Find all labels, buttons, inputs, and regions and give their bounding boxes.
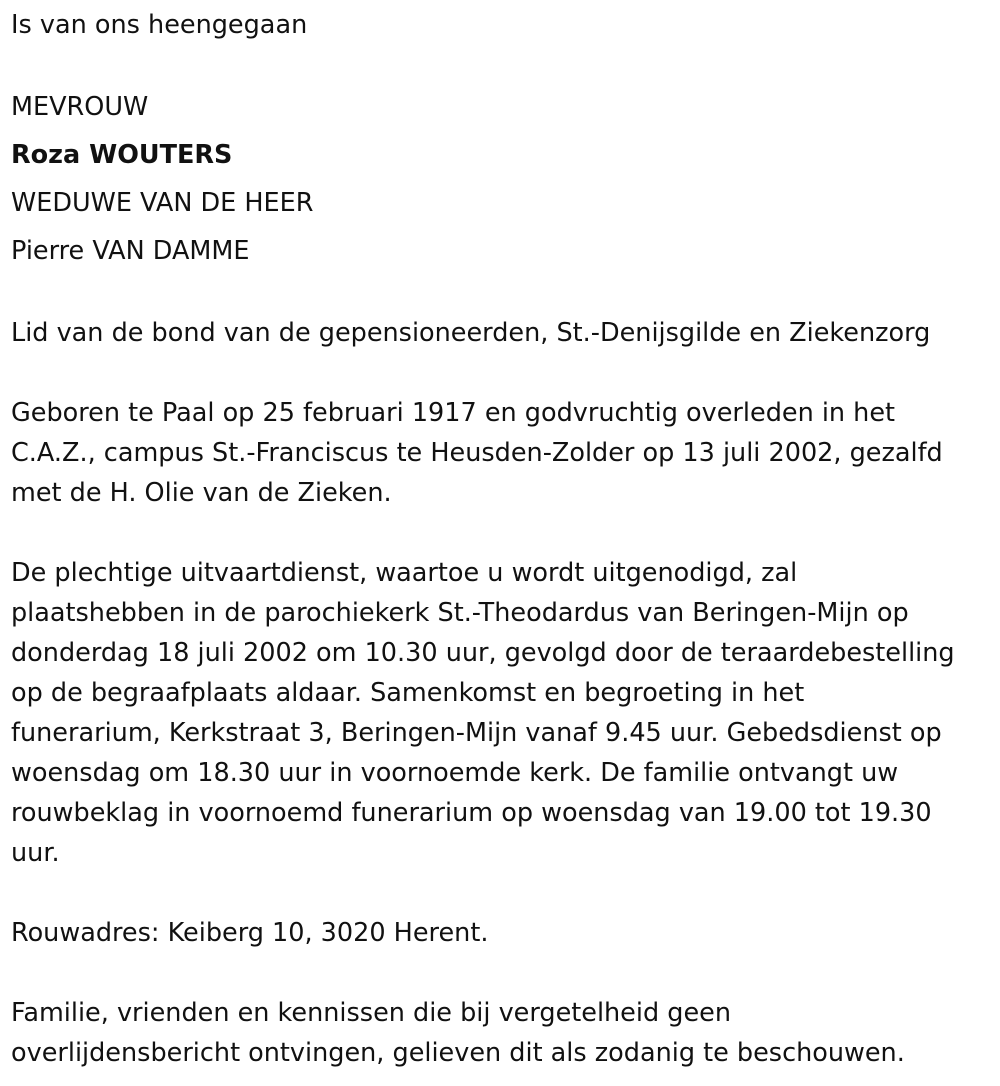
paragraph-line: C.A.Z., campus St.-Franciscus te Heusden-Zolder op 13 juli 2002, gezalfd xyxy=(11,438,943,468)
paragraph-line: De plechtige uitvaartdienst, waartoe u wordt uitgenodigd, zal xyxy=(11,558,798,588)
paragraph-line: op de begraafplaats aldaar. Samenkomst en begroeting in het xyxy=(11,678,805,708)
paragraph-line: met de H. Olie van de Zieken. xyxy=(11,478,392,508)
paragraph-line: donderdag 18 juli 2002 om 10.30 uur, gevolgd door de teraardebestelling xyxy=(11,638,955,668)
paragraph-line: Familie, vrienden en kennissen die bij vergetelheid geen xyxy=(11,998,731,1028)
paragraph-line: Geboren te Paal op 25 februari 1917 en godvruchtig overleden in het xyxy=(11,398,896,428)
paragraph-line: funerarium, Kerkstraat 3, Beringen-Mijn vanaf 9.45 uur. Gebedsdienst op xyxy=(11,718,942,748)
funeral-paragraph xyxy=(11,553,991,873)
paragraph-line: plaatshebben in de parochiekerk St.-Theodardus van Beringen-Mijn op xyxy=(11,598,909,628)
paragraph-line: uur. xyxy=(11,838,60,868)
deceased-name: Roza WOUTERS xyxy=(11,140,233,170)
paragraph-line: overlijdensbericht ontvingen, gelieven dit als zodanig te beschouwen. xyxy=(11,1038,905,1068)
name-block xyxy=(11,83,991,275)
paragraph-line: woensdag om 18.30 uur in voornoemde kerk. De familie ontvangt uw xyxy=(11,758,899,788)
spacer xyxy=(11,513,991,553)
title-text: MEVROUW xyxy=(11,92,149,122)
closing-paragraph xyxy=(11,993,991,1073)
membership-text: Lid van de bond van de gepensioneerden, St.-Denijsgilde en Ziekenzorg xyxy=(11,318,931,348)
birth-death-paragraph xyxy=(11,393,991,513)
spacer xyxy=(11,275,991,313)
paragraph-line: rouwbeklag in voornoemd funerarium op woensdag van 19.00 tot 19.30 xyxy=(11,798,932,828)
spacer xyxy=(11,873,991,913)
spouse-name: Pierre VAN DAMME xyxy=(11,236,250,266)
spacer xyxy=(11,45,991,83)
spacer xyxy=(11,953,991,993)
intro-text: Is van ons heengegaan xyxy=(11,10,308,40)
relation-text: WEDUWE VAN DE HEER xyxy=(11,188,314,218)
spacer xyxy=(11,353,991,393)
mourning-address: Rouwadres: Keiberg 10, 3020 Herent. xyxy=(11,918,489,948)
obituary-notice xyxy=(11,5,991,1073)
